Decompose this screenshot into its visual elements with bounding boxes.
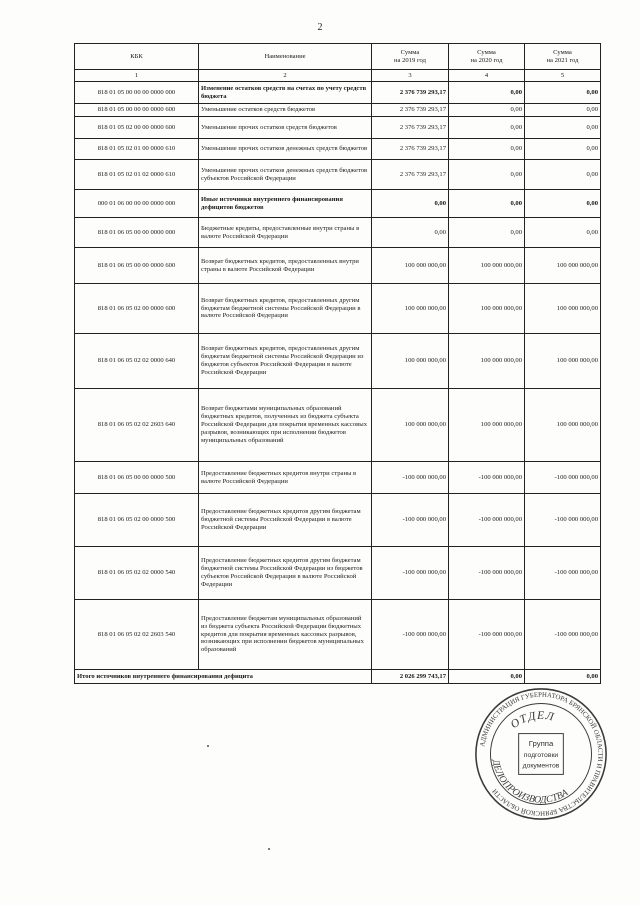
table-row [75, 389, 601, 462]
stamp-center-line: Группа [528, 739, 554, 749]
column-number: 1 [75, 70, 199, 82]
sum-2021: 100 000 000,00 [525, 248, 601, 284]
row-name: Возврат бюджетами муниципальных образований бюджетных кредитов, полученных из бюджета субъекта Российской Федерации для покрытия временных кассовых разрывов, возникающих при исполнении бюджетов муниципальных образований [199, 389, 372, 462]
sum-2020: 0,00 [449, 82, 525, 104]
sum-2021: 0,00 [525, 104, 601, 117]
sum-2019: -100 000 000,00 [372, 600, 449, 670]
sum-2019: 2 376 739 293,17 [372, 139, 449, 160]
stamp-center-line: подготовки [523, 751, 559, 759]
kbk-code: 818 01 06 05 00 00 0000 500 [75, 462, 199, 494]
row-name: Бюджетные кредиты, предоставленные внутри страны в валюте Российской Федерации [199, 218, 372, 248]
row-name: Иные источники внутреннего финансирования дефицитов бюджетов [199, 190, 372, 218]
row-name: Изменение остатков средств на счетах по учету средств бюджета [199, 82, 372, 104]
sum-2021: -100 000 000,00 [525, 600, 601, 670]
kbk-code: 818 01 06 05 02 00 0000 600 [75, 284, 199, 334]
row-name: Предоставление бюджетных кредитов другим бюджетам бюджетной системы Российской Федерации в валюте Российской Федерации [199, 494, 372, 547]
row-name: Уменьшение прочих остатков средств бюджетов [199, 117, 372, 139]
sum-2021: 0,00 [525, 117, 601, 139]
row-name: Предоставление бюджетных кредитов другим бюджетам бюджетной системы Российской Федерации из бюджетов субъектов Российской Федерации в валюте Российской Федерации [199, 547, 372, 600]
sum-2019: 2 376 739 293,17 [372, 104, 449, 117]
total-label: Итого источников внутреннего финансирования дефицита [75, 670, 372, 684]
column-number: 3 [372, 70, 449, 82]
table-row [75, 334, 601, 389]
kbk-code: 818 01 06 05 02 02 2603 540 [75, 600, 199, 670]
sum-2020: -100 000 000,00 [449, 462, 525, 494]
table-row [75, 82, 601, 104]
stamp-center-line: документов [522, 762, 560, 770]
sum-2021: 100 000 000,00 [525, 389, 601, 462]
sum-2019: 2 376 739 293,17 [372, 160, 449, 190]
sum-2020: 100 000 000,00 [449, 248, 525, 284]
sum-2020: 0,00 [449, 117, 525, 139]
sum-2020: 0,00 [449, 218, 525, 248]
sum-2019: 2 376 739 293,17 [372, 117, 449, 139]
scan-speck [268, 848, 270, 850]
header-sum-2020: Сумма на 2020 год [449, 44, 525, 70]
sum-2020: 0,00 [449, 190, 525, 218]
table-row [75, 494, 601, 547]
table-row [75, 104, 601, 117]
header-kbk: КБК [75, 44, 199, 70]
scan-speck [207, 745, 209, 747]
total-row [75, 670, 601, 684]
sum-2019: -100 000 000,00 [372, 494, 449, 547]
sum-2019: 100 000 000,00 [372, 389, 449, 462]
sum-2020: -100 000 000,00 [449, 547, 525, 600]
row-name: Возврат бюджетных кредитов, предоставленных другим бюджетам бюджетной системы Российской Федерации из бюджетов субъектов Российской Федерации в валюте Российской Федерации [199, 334, 372, 389]
stamp-ring-text: АДМИНИСТРАЦИЯ ГУБЕРНАТОРА БРЯНСКОЙ ОБЛАСТИ И ПРАВИТЕЛЬСТВА БРЯНСКОЙ ОБЛАСТИ [479, 691, 604, 817]
kbk-code: 818 01 05 02 01 00 0000 610 [75, 139, 199, 160]
table-row [75, 547, 601, 600]
page-number: 2 [317, 22, 323, 33]
stamp-arc-top: ОТДЕЛ [508, 709, 556, 732]
header-sum-2021: Сумма на 2021 год [525, 44, 601, 70]
kbk-code: 818 01 06 05 00 00 0000 600 [75, 248, 199, 284]
table-row [75, 160, 601, 190]
column-numbering-row [75, 70, 601, 82]
column-number: 4 [449, 70, 525, 82]
sum-2021: -100 000 000,00 [525, 547, 601, 600]
kbk-code: 818 01 06 05 02 00 0000 500 [75, 494, 199, 547]
kbk-code: 818 01 05 00 00 00 0000 600 [75, 104, 199, 117]
sum-2020: 100 000 000,00 [449, 284, 525, 334]
sum-2021: -100 000 000,00 [525, 494, 601, 547]
sum-2020: 100 000 000,00 [449, 389, 525, 462]
header-name: Наименование [199, 44, 372, 70]
kbk-code: 818 01 06 05 02 02 2603 640 [75, 389, 199, 462]
sum-2020: -100 000 000,00 [449, 600, 525, 670]
sum-2019: 100 000 000,00 [372, 334, 449, 389]
table-row [75, 117, 601, 139]
sources-table [74, 43, 601, 684]
sum-2019: -100 000 000,00 [372, 547, 449, 600]
row-name: Уменьшение прочих остатков денежных средств бюджетов субъектов Российской Федерации [199, 160, 372, 190]
stamp-arc-bottom: ДЕЛОПРОИЗВОДСТВА [489, 758, 571, 806]
sum-2021: 0,00 [525, 218, 601, 248]
sum-2019: 0,00 [372, 218, 449, 248]
header-row [75, 44, 601, 70]
kbk-code: 818 01 05 00 00 00 0000 000 [75, 82, 199, 104]
kbk-code: 818 01 05 02 00 00 0000 600 [75, 117, 199, 139]
table-row [75, 284, 601, 334]
kbk-code: 818 01 06 05 00 00 0000 000 [75, 218, 199, 248]
sum-2020: 0,00 [449, 139, 525, 160]
sum-2019: -100 000 000,00 [372, 462, 449, 494]
sum-2020: -100 000 000,00 [449, 494, 525, 547]
row-name: Предоставление бюджетам муниципальных образований из бюджета субъекта Российской Федерации бюджетных кредитов для покрытия временных кассовых разрывов, возникающих при исполнении бюджетов муниципальных образований [199, 600, 372, 670]
kbk-code: 000 01 06 00 00 00 0000 000 [75, 190, 199, 218]
column-number: 2 [199, 70, 372, 82]
sum-2019: 0,00 [372, 190, 449, 218]
kbk-code: 818 01 06 05 02 02 0000 640 [75, 334, 199, 389]
sum-2021: -100 000 000,00 [525, 462, 601, 494]
table-row [75, 139, 601, 160]
row-name: Возврат бюджетных кредитов, предоставленных другим бюджетам бюджетной системы Российской Федерации в валюте Российской Федерации [199, 284, 372, 334]
sum-2020: 0,00 [449, 104, 525, 117]
sum-2019: 2 376 739 293,17 [372, 82, 449, 104]
row-name: Возврат бюджетных кредитов, предоставленных внутри страны в валюте Российской Федерации [199, 248, 372, 284]
total-2020: 0,00 [449, 670, 525, 684]
sum-2021: 0,00 [525, 160, 601, 190]
sum-2021: 0,00 [525, 190, 601, 218]
column-number: 5 [525, 70, 601, 82]
row-name: Предоставление бюджетных кредитов внутри страны в валюте Российской Федерации [199, 462, 372, 494]
kbk-code: 818 01 05 02 01 02 0000 610 [75, 160, 199, 190]
sum-2021: 100 000 000,00 [525, 334, 601, 389]
row-name: Уменьшение остатков средств бюджетов [199, 104, 372, 117]
table-row [75, 462, 601, 494]
kbk-code: 818 01 06 05 02 02 0000 540 [75, 547, 199, 600]
header-sum-2019: Сумма на 2019 год [372, 44, 449, 70]
row-name: Уменьшение прочих остатков денежных средств бюджетов [199, 139, 372, 160]
total-2019: 2 026 299 743,17 [372, 670, 449, 684]
sum-2021: 100 000 000,00 [525, 284, 601, 334]
sum-2020: 100 000 000,00 [449, 334, 525, 389]
office-stamp [473, 686, 609, 822]
table-row [75, 600, 601, 670]
sum-2019: 100 000 000,00 [372, 248, 449, 284]
sum-2019: 100 000 000,00 [372, 284, 449, 334]
sum-2021: 0,00 [525, 139, 601, 160]
table-row [75, 190, 601, 218]
table-row [75, 248, 601, 284]
sum-2021: 0,00 [525, 82, 601, 104]
table-row [75, 218, 601, 248]
sum-2020: 0,00 [449, 160, 525, 190]
total-2021: 0,00 [525, 670, 601, 684]
